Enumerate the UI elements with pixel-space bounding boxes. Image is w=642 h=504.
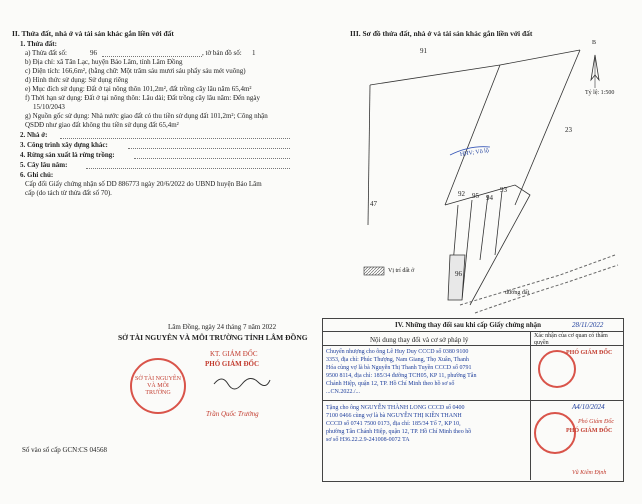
- entry1-line: ...CN.2022./...: [326, 389, 361, 395]
- perennial-heading: 5. Cây lâu năm:: [20, 161, 68, 169]
- entry1-line: Chuyển nhượng cho ông Lê Huy Duy CCCD số 0380 9100: [326, 349, 469, 355]
- note-heading: 6. Ghi chú:: [20, 171, 54, 179]
- handwritten-note: HHV; Võ lộ: [459, 148, 490, 159]
- issue-date: Lâm Đồng, ngày 24 tháng 7 năm 2022: [168, 323, 277, 331]
- parcel-label-93: 93: [500, 186, 507, 194]
- confirm1-date: 28/11/2022: [572, 321, 604, 329]
- legend-label: Vị trí đất ở: [388, 268, 415, 274]
- note-line-1: Cấp đổi Giấy chứng nhận số DD 886773 ngày 20/6/2022 do UBND huyện Bảo Lâm: [25, 180, 262, 188]
- usage-term-line: f) Thời hạn sử dụng: Đất ở tại nông thôn: Lâu dài; Đất trồng cây lâu năm: Đến ngày: [25, 94, 261, 102]
- issuing-authority: SỞ TÀI NGUYÊN VÀ MÔI TRƯỜNG TỈNH LÂM ĐỒNG: [118, 333, 308, 342]
- entry1-line: Hóa cùng vợ là bà Nguyễn Thị Thanh Tuyền CCCD số 0791: [326, 365, 472, 371]
- house-heading: 2. Nhà ở:: [20, 131, 48, 139]
- confirm2-role-1: Phó Giám Đốc: [578, 419, 614, 425]
- table-rule: [322, 331, 624, 332]
- road-label: đường đất: [505, 290, 530, 296]
- map-sheet-label: , tờ bản đồ số:: [202, 49, 242, 57]
- construction-heading: 3. Công trình xây dựng khác:: [20, 141, 108, 149]
- table-rule: [322, 400, 624, 401]
- entry2-line: CCCD số 0741 7500 0173, địa chỉ: 185/34 Tổ 7, KP 10,: [326, 421, 461, 427]
- signature-mark: [212, 372, 272, 392]
- note-line-2: cấp (do tách từ thửa đất số 70).: [25, 189, 112, 197]
- entry1-line: Chánh Hiệp, quận 12, TP. Hồ Chí Minh theo hồ sơ số: [326, 381, 455, 387]
- table-rule: [530, 331, 531, 480]
- confirm2-role-2: PHÓ GIÁM ĐỐC: [566, 428, 613, 434]
- address-line: b) Địa chỉ: xã Tân Lạc, huyện Bảo Lâm, tỉnh Lâm Đồng: [25, 58, 183, 66]
- signer-name: Trần Quốc Trưởng: [206, 410, 259, 418]
- parcel-label-92: 92: [458, 190, 465, 198]
- changes-col2-header: Xác nhận của cơ quan có thẩm quyền: [534, 333, 608, 346]
- usage-term-date: 15/10/2043: [33, 103, 65, 111]
- forest-heading: 4. Rừng sản xuất là rừng trồng:: [20, 151, 115, 159]
- usage-purpose-line: e) Mục đích sử dụng: Đất ở tại nông thôn 101,2m², đất trồng cây lâu năm 65,4m²: [25, 85, 252, 93]
- parcel-number-label: a) Thửa đất số:: [25, 49, 67, 57]
- section-iii-title: III. Sơ đồ thửa đất, nhà ở và tài sản khác gắn liền với đất: [350, 29, 533, 38]
- entry1-line: 3353, địa chỉ: Phúc Thượng, Nam Giang, Thọ Xuân, Thanh: [326, 357, 469, 363]
- north-label: B: [592, 40, 597, 46]
- dotted-fill: [86, 168, 290, 169]
- entry2-line: phường Tân Chánh Hiệp, quận 12, TP. Hồ Chí Minh theo hồ: [326, 429, 472, 435]
- parcel-number-value: 96: [90, 49, 97, 57]
- confirm1-role: PHÓ GIÁM ĐỐC: [566, 350, 613, 356]
- dotted-fill: [134, 158, 290, 159]
- dotted-fill: [102, 56, 202, 57]
- origin-line-2: QSDĐ như giao đất không thu tiền sử dụng đất 65,4m²: [25, 121, 179, 129]
- changes-col1-header: Nội dung thay đổi và cơ sở pháp lý: [370, 336, 469, 344]
- origin-line: g) Nguồn gốc sử dụng: Nhà nước giao đất có thu tiền sử dụng đất 101,2m²; Công nhận: [25, 112, 268, 120]
- entry2-line: Tặng cho ông NGUYỄN THÀNH LONG CCCD số 0400: [326, 405, 465, 411]
- map-scale: Tỷ lệ: 1:500: [585, 90, 615, 96]
- entry2-line: sơ số H36.22.2.9-241008-0072 TA: [326, 437, 410, 443]
- table-rule: [322, 345, 624, 346]
- dotted-fill: [128, 148, 290, 149]
- sign-role-2: PHÓ GIÁM ĐỐC: [205, 360, 260, 368]
- entry2-line: 7100 0466 cùng vợ là bà NGUYỄN THỊ KIỀN THANH: [326, 413, 462, 419]
- official-seal: [130, 358, 186, 414]
- confirm2-signer: Vũ Kiêm Định: [572, 470, 607, 476]
- section-ii-title: II. Thửa đất, nhà ở và tài sản khác gắn liền với đất: [12, 29, 174, 38]
- area-line: c) Diện tích: 166,6m², (bằng chữ: Một trăm sáu mươi sáu phẩy sáu mét vuông): [25, 67, 246, 75]
- seal-text: SỞ TÀI NGUYÊN VÀ MÔI TRƯỜNG: [135, 376, 181, 396]
- parcel-label-96: 96: [455, 270, 462, 278]
- parcel-label-47: 47: [370, 200, 377, 208]
- land-heading: 1. Thửa đất:: [20, 40, 57, 48]
- dotted-fill: [60, 138, 290, 139]
- parcel-label-23: 23: [565, 126, 572, 134]
- map-sheet-value: 1: [252, 49, 256, 57]
- sign-role-1: KT. GIÁM ĐỐC: [210, 350, 258, 358]
- usage-form-line: d) Hình thức sử dụng: Sử dụng riêng: [25, 76, 128, 84]
- parcel-label-94: 94: [486, 194, 493, 202]
- parcel-label-91: 91: [420, 47, 427, 55]
- certificate-number: Số vào sổ cấp GCN:CS 04568: [22, 446, 107, 454]
- entry1-line: 9500 8114, địa chỉ: 185/34 đường TCH05, KP 11, phường Tân: [326, 373, 477, 379]
- parcel-label-95: 95: [472, 192, 479, 200]
- north-arrow-icon: [585, 50, 605, 90]
- changes-title: IV. Những thay đổi sau khi cấp Giấy chứng nhận: [395, 321, 541, 329]
- confirm2-date: A4/10/2024: [572, 403, 605, 411]
